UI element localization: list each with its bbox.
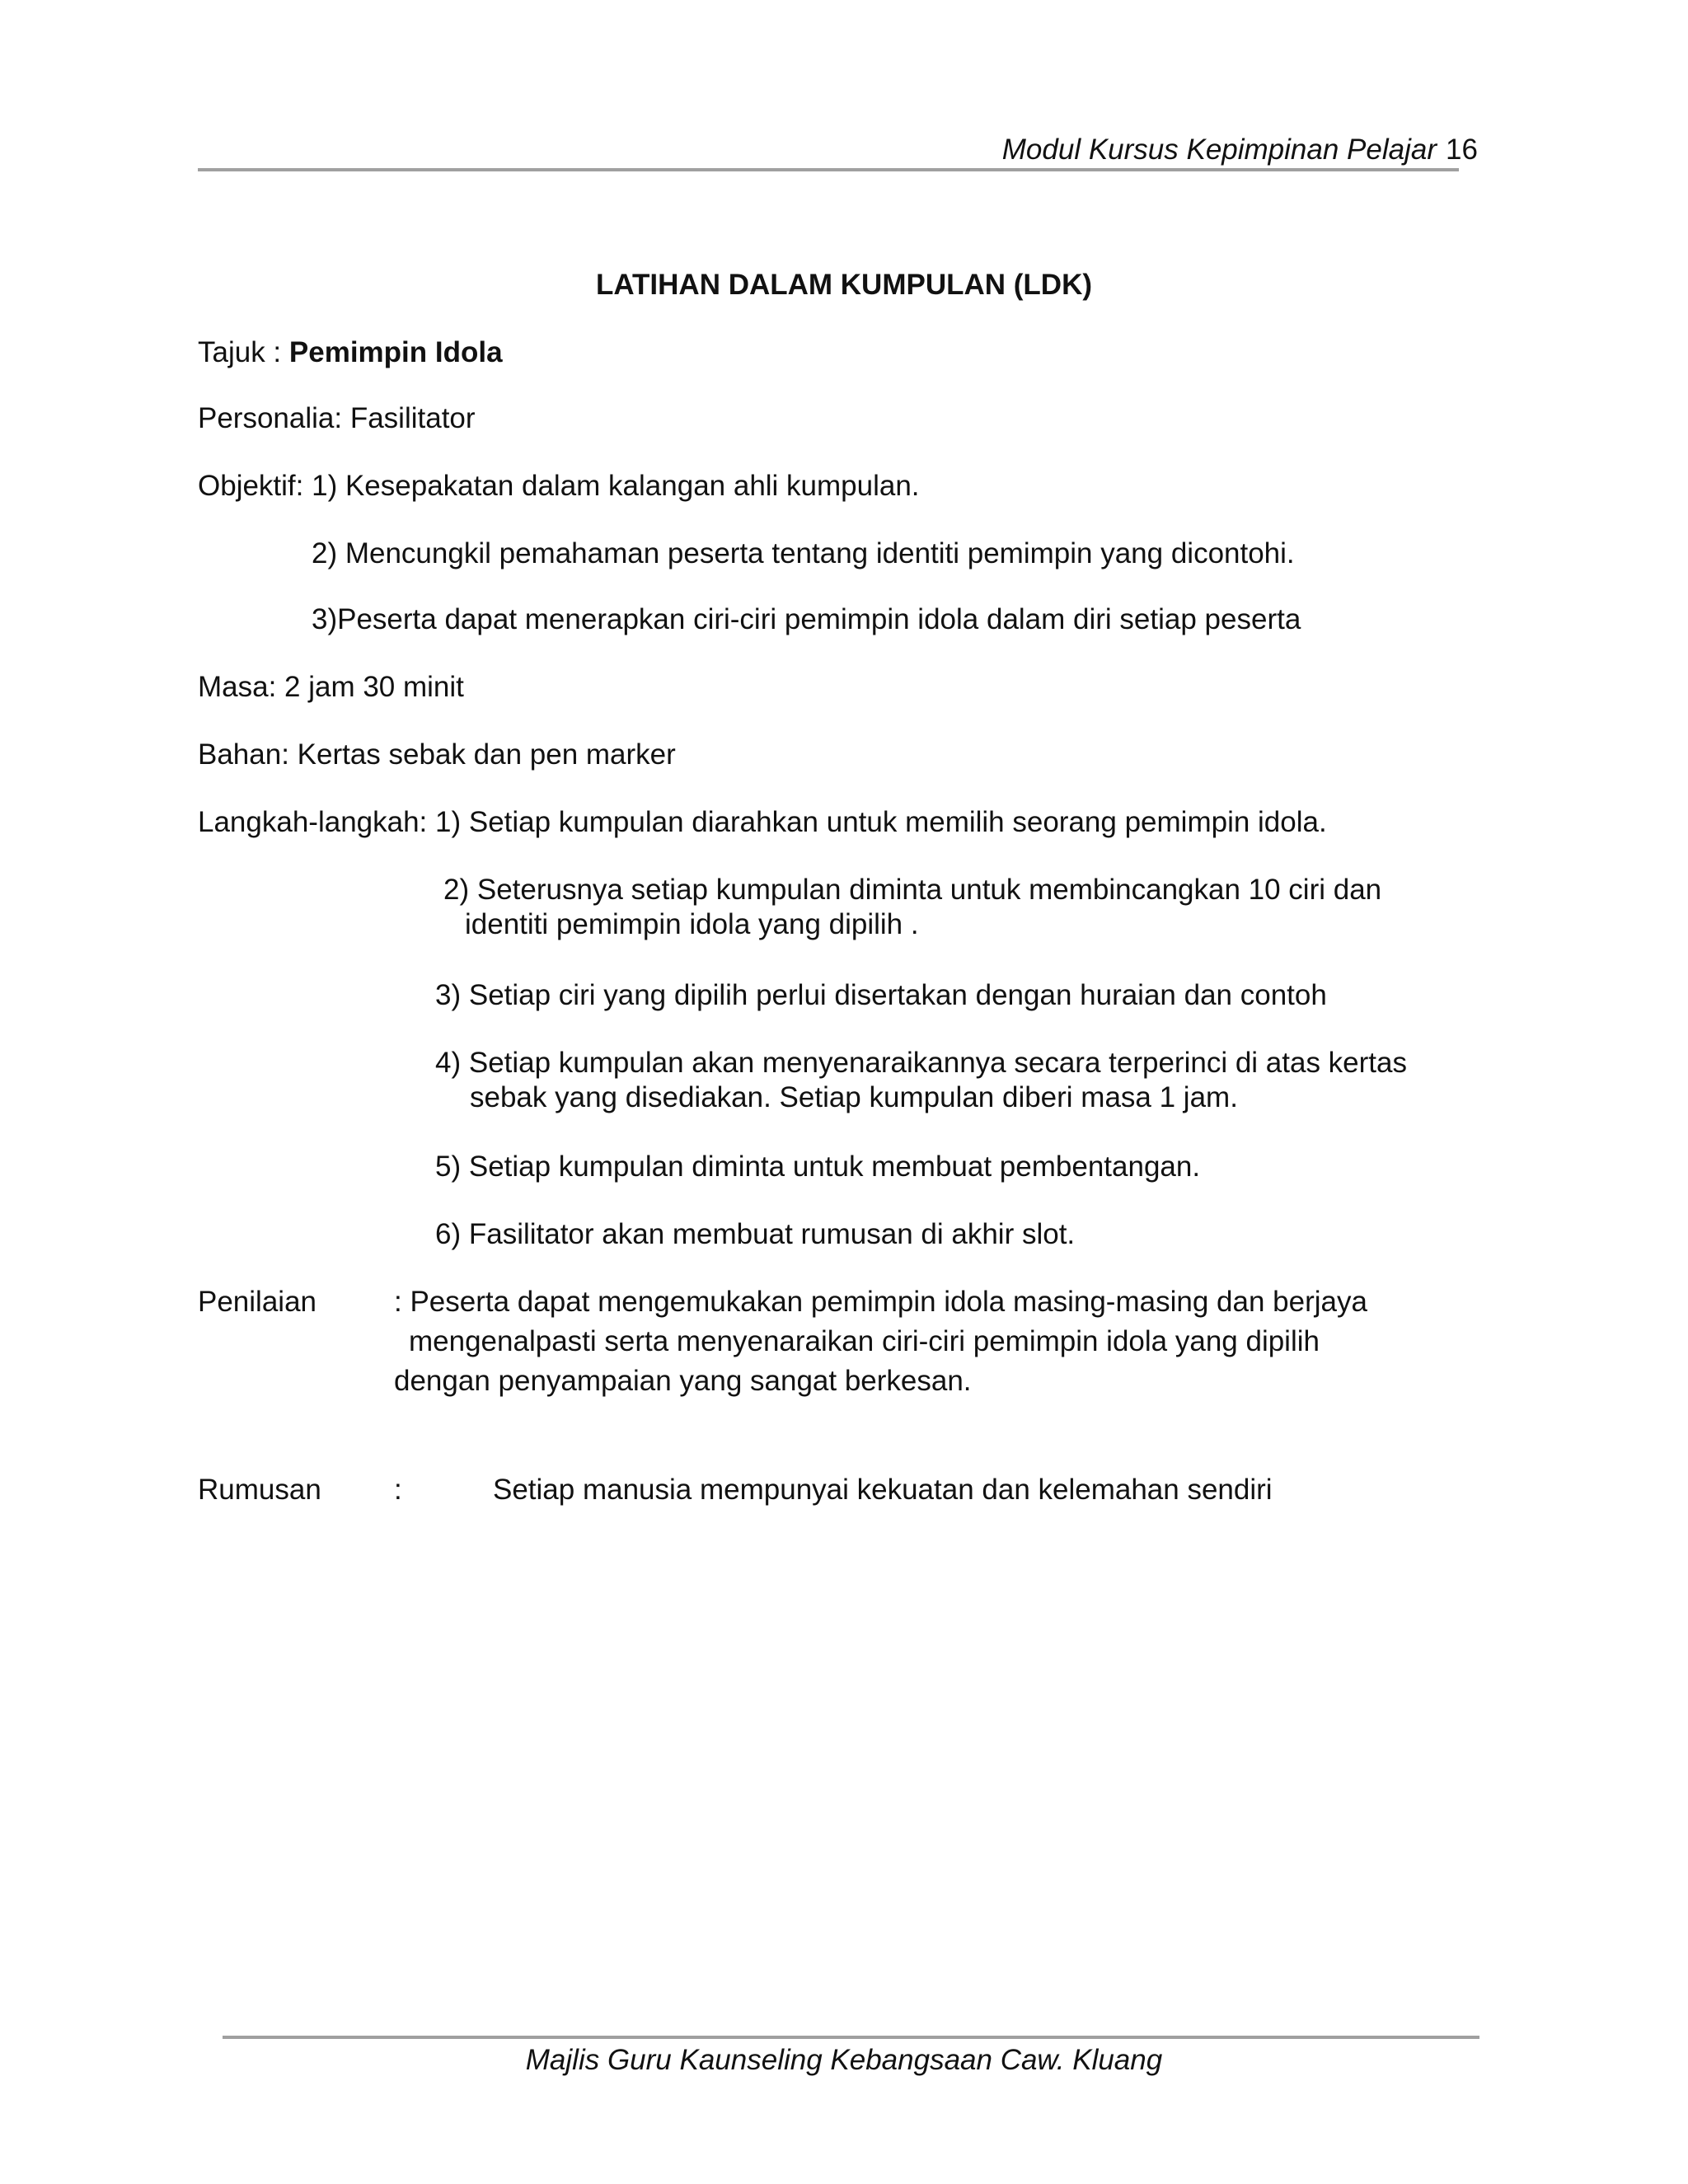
langkah-line [198, 806, 1327, 839]
tajuk-label: Tajuk : [198, 336, 289, 368]
langkah-step: 1) Setiap kumpulan diarahkan untuk memilih seorang pemimpin idola. [435, 806, 1327, 838]
footer-text: Majlis Guru Kaunseling Kebangsaan Caw. Kluang [525, 2044, 1163, 2076]
rumusan-colon: : [394, 1474, 402, 1506]
penilaian-text: : Peserta dapat mengemukakan pemimpin idola masing-masing dan berjaya [394, 1286, 1367, 1318]
langkah-step: 2) Seterusnya setiap kumpulan diminta untuk membincangkan 10 ciri dan [443, 874, 1382, 906]
bahan-line: Bahan: Kertas sebak dan pen marker [198, 738, 676, 771]
langkah-step: 4) Setiap kumpulan akan menyenaraikannya secara terperinci di atas kertas [435, 1047, 1407, 1079]
objektif-label: Objektif: [198, 470, 312, 502]
header-title: Modul Kursus Kepimpinan Pelajar [1001, 134, 1437, 166]
masa-line: Masa: 2 jam 30 minit [198, 671, 464, 703]
langkah-step-continuation: sebak yang disediakan. Setiap kumpulan diberi masa 1 jam. [470, 1081, 1238, 1113]
page-number: 16 [1446, 134, 1478, 166]
langkah-step: 6) Fasilitator akan membuat rumusan di akhir slot. [435, 1218, 1076, 1250]
penilaian-text: mengenalpasti serta menyenaraikan ciri-ciri pemimpin idola yang dipilih [409, 1325, 1320, 1357]
objektif-line [198, 470, 920, 503]
penilaian-label: Penilaian [198, 1286, 316, 1318]
rumusan-label: Rumusan [198, 1474, 321, 1506]
langkah-step: 3) Setiap ciri yang dipilih perlui disertakan dengan huraian dan contoh [435, 979, 1327, 1011]
objektif-item: 2) Mencungkil pemahaman peserta tentang identiti pemimpin yang dicontohi. [312, 537, 1295, 569]
tajuk-line [198, 336, 503, 369]
langkah-step-continuation: identiti pemimpin idola yang dipilih . [465, 908, 919, 940]
objektif-item: 3)Peserta dapat menerapkan ciri-ciri pemimpin idola dalam diri setiap peserta [312, 603, 1301, 635]
penilaian-text: dengan penyampaian yang sangat berkesan. [394, 1365, 972, 1397]
personalia-line: Personalia: Fasilitator [198, 402, 476, 434]
header-divider [198, 168, 1459, 171]
langkah-step: 5) Setiap kumpulan diminta untuk membuat pembentangan. [435, 1151, 1201, 1183]
tajuk-value: Pemimpin Idola [288, 336, 503, 368]
document-title: LATIHAN DALAM KUMPULAN (LDK) [595, 269, 1093, 301]
footer-divider [223, 2036, 1479, 2039]
objektif-item: 1) Kesepakatan dalam kalangan ahli kumpulan. [312, 470, 920, 502]
langkah-label: Langkah-langkah: [198, 806, 435, 838]
rumusan-text: Setiap manusia mempunyai kekuatan dan kelemahan sendiri [493, 1474, 1273, 1506]
